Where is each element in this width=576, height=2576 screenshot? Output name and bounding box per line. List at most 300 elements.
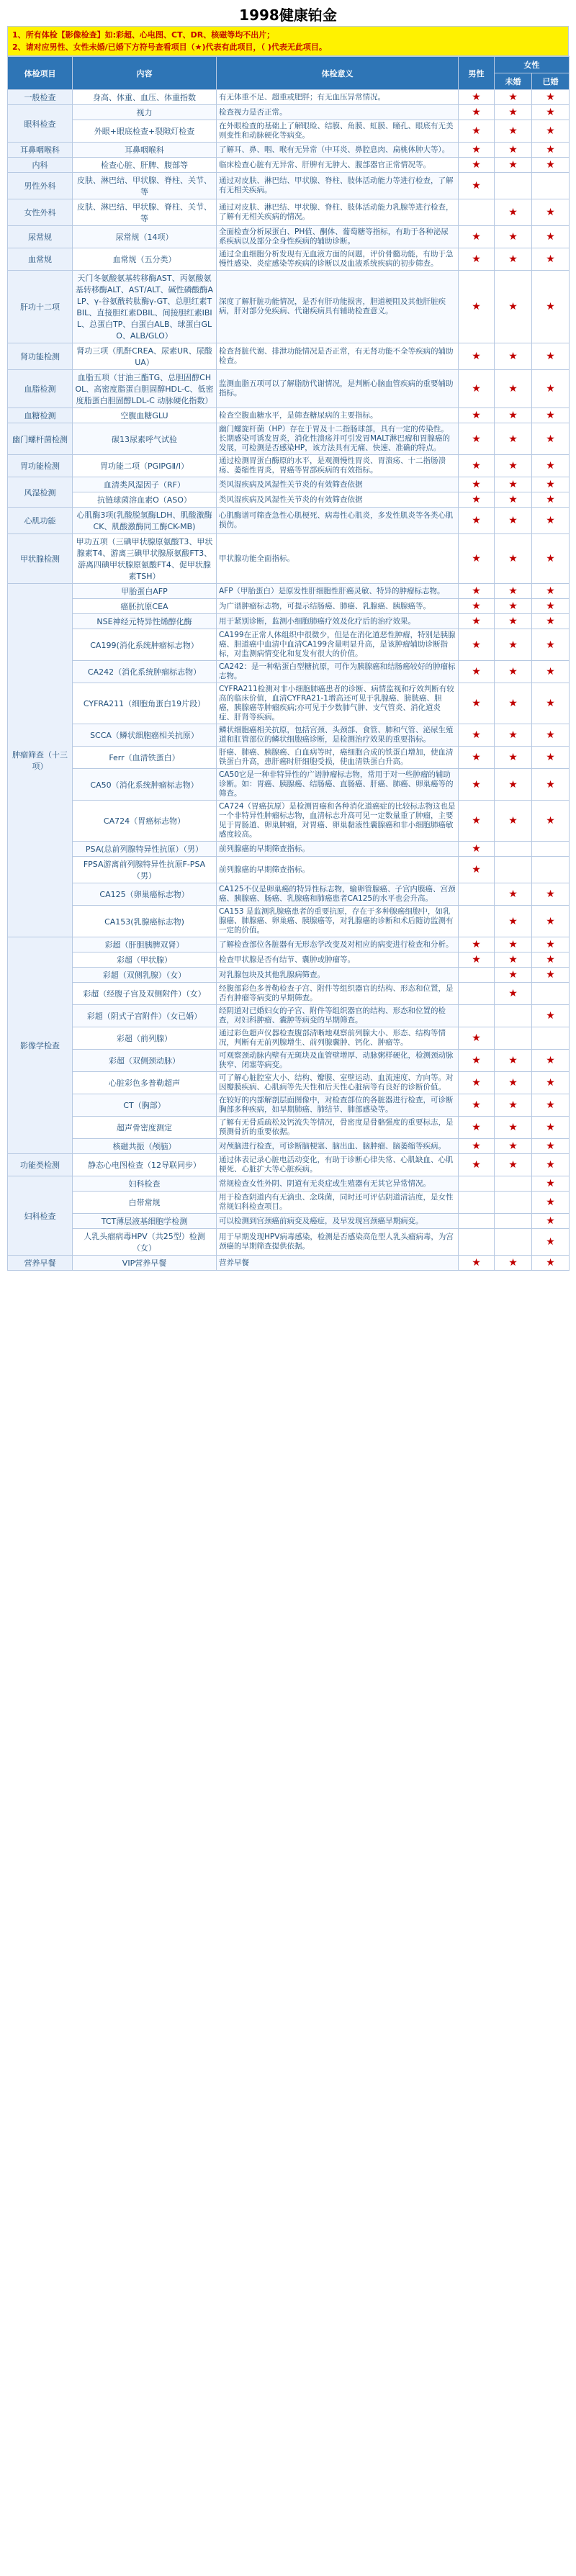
married-mark-cell xyxy=(532,769,570,801)
star-icon: ★ xyxy=(508,515,518,526)
married-mark-cell xyxy=(532,370,570,408)
unmarried-mark-cell xyxy=(495,143,532,158)
male-mark-cell xyxy=(459,271,495,343)
star-icon: ★ xyxy=(508,585,518,597)
star-icon: ★ xyxy=(508,144,518,156)
male-mark-cell xyxy=(459,968,495,983)
male-mark-cell xyxy=(459,534,495,584)
male-mark-cell xyxy=(459,614,495,629)
star-icon: ★ xyxy=(508,600,518,612)
content-cell: 彩超（阴式子宫附件）（女已婚） xyxy=(73,1005,217,1027)
meaning-cell: 用于早期发现HPV病毒感染，检测是否感染高危型人乳头瘤病毒，为宫颈癌的早期筛查提供依据。 xyxy=(217,1229,459,1256)
unmarried-mark-cell xyxy=(495,1154,532,1176)
content-cell: 血清类风湿因子（RF） xyxy=(73,477,217,492)
star-icon: ★ xyxy=(546,954,555,965)
star-icon: ★ xyxy=(508,125,518,137)
meaning-cell: 临床检查心脏有无异常、肝脾有无肿大、腹部器官正常情况等。 xyxy=(217,158,459,173)
married-mark-cell xyxy=(532,492,570,508)
star-icon: ★ xyxy=(508,351,518,362)
category-cell: 女性外科 xyxy=(8,199,73,226)
package-table xyxy=(7,56,570,1271)
meaning-cell: CA242：是一种粘蛋白型糖抗原，可作为胰腺癌和结肠癌较好的肿瘤标志物。 xyxy=(217,661,459,683)
star-icon: ★ xyxy=(472,1159,481,1171)
table-row xyxy=(8,408,570,423)
meaning-cell: 检查空腹血糖水平，是筛查糖尿病的主要指标。 xyxy=(217,408,459,423)
meaning-cell: 通过检测胃蛋白酶原的水平，是观测慢性胃炎、胃溃疡、十二指肠溃疡、萎缩性胃炎，胃癌等胃部疾病的有效指标。 xyxy=(217,455,459,477)
star-icon: ★ xyxy=(472,383,481,395)
male-mark-cell xyxy=(459,724,495,747)
star-icon: ★ xyxy=(546,553,555,564)
table-row xyxy=(8,747,570,769)
star-icon: ★ xyxy=(508,988,518,999)
content-cell: Ferr（血清铁蛋白） xyxy=(73,747,217,769)
header-married: 已婚 xyxy=(532,73,570,90)
table-row xyxy=(8,1154,570,1176)
meaning-cell: 了解有无骨质疏松及钙流失等情况，骨密度是骨骼强度的重要标志，是预测骨折的重要依据。 xyxy=(217,1117,459,1139)
content-cell: 耳鼻咽喉科 xyxy=(73,143,217,158)
unmarried-mark-cell xyxy=(495,1192,532,1214)
meaning-cell: 经阴道对已婚妇女的子宫、附件等组织器官的结构、形态和位置的检查，对妇科肿瘤、囊肿等病变的早期筛查。 xyxy=(217,1005,459,1027)
content-cell: 天门冬氨酸氨基转移酶AST、丙氨酸氨基转移酶ALT、AST/ALT、碱性磷酸酶ALP、γ-谷氨酰转肽酶γ-GT、总胆红素TBIL、直接胆红素DBIL、间接胆红素IBIL、总蛋白TP、白蛋白ALB、球蛋白GLO、ALB/GLO） xyxy=(73,271,217,343)
star-icon: ★ xyxy=(546,600,555,612)
unmarried-mark-cell xyxy=(495,683,532,724)
table-row xyxy=(8,1072,570,1094)
male-mark-cell xyxy=(459,423,495,455)
star-icon: ★ xyxy=(546,1099,555,1111)
star-icon: ★ xyxy=(508,159,518,171)
category-cell: 血常规 xyxy=(8,248,73,271)
header-male: 男性 xyxy=(459,57,495,90)
married-mark-cell xyxy=(532,455,570,477)
meaning-cell: 经腹部彩色多普勒检查子宫、附件等组织器官的结构、形态和位置，是否有肿瘤等病变的早期筛查。 xyxy=(217,983,459,1005)
unmarried-mark-cell xyxy=(495,937,532,953)
star-icon: ★ xyxy=(546,888,555,900)
meaning-cell: 心肌酶谱可筛查急性心肌梗死、病毒性心肌炎，多发性肌炎等各类心肌损伤。 xyxy=(217,508,459,534)
table-row xyxy=(8,199,570,226)
table-row xyxy=(8,423,570,455)
male-mark-cell xyxy=(459,629,495,661)
star-icon: ★ xyxy=(546,1010,555,1022)
meaning-cell: 甲状腺功能全面指标。 xyxy=(217,534,459,584)
content-cell: 空腹血糖GLU xyxy=(73,408,217,423)
male-mark-cell xyxy=(459,769,495,801)
married-mark-cell xyxy=(532,584,570,599)
content-cell: 甲胎蛋白AFP xyxy=(73,584,217,599)
married-mark-cell xyxy=(532,1094,570,1117)
star-icon: ★ xyxy=(472,666,481,677)
married-mark-cell xyxy=(532,143,570,158)
content-cell: CA724（胃癌标志物） xyxy=(73,801,217,842)
star-icon: ★ xyxy=(546,616,555,627)
male-mark-cell xyxy=(459,1256,495,1271)
star-icon: ★ xyxy=(508,698,518,709)
married-mark-cell xyxy=(532,842,570,857)
table-row xyxy=(8,842,570,857)
unmarried-mark-cell xyxy=(495,173,532,199)
unmarried-mark-cell xyxy=(495,983,532,1005)
content-cell: 胃功能二项（PGⅠPGⅡ/Ⅰ） xyxy=(73,455,217,477)
star-icon: ★ xyxy=(472,1099,481,1111)
star-icon: ★ xyxy=(472,494,481,505)
male-mark-cell xyxy=(459,883,495,906)
unmarried-mark-cell xyxy=(495,842,532,857)
header-unmarried: 未婚 xyxy=(495,73,532,90)
male-mark-cell xyxy=(459,408,495,423)
meaning-cell: 营养早餐 xyxy=(217,1256,459,1271)
star-icon: ★ xyxy=(508,639,518,651)
note-line: 2、请对应男性、女性未婚/已婚下方符号查看项目（★)代表有此项目，（ )代表无此项目。 xyxy=(12,42,327,52)
star-icon: ★ xyxy=(508,752,518,763)
table-row xyxy=(8,1214,570,1229)
table-row xyxy=(8,1094,570,1117)
star-icon: ★ xyxy=(472,1077,481,1089)
content-cell: 视力 xyxy=(73,105,217,120)
content-cell: VIP营养早餐 xyxy=(73,1256,217,1271)
meaning-cell: 了解检查部位各脏器有无形态学改变及对相应的病变进行检查和分析。 xyxy=(217,937,459,953)
unmarried-mark-cell xyxy=(495,629,532,661)
meaning-cell: 在较好的内部解剖层面图像中，对检查部位的各脏器进行检查，可诊断胸部多种疾病，如早期肺癌、肺结节、肺部感染等。 xyxy=(217,1094,459,1117)
category-cell: 妇科检查 xyxy=(8,1176,73,1256)
content-cell: 彩超（双侧乳腺）（女） xyxy=(73,968,217,983)
married-mark-cell xyxy=(532,248,570,271)
table-row xyxy=(8,906,570,937)
star-icon: ★ xyxy=(546,815,555,827)
content-cell: FPSA游离前列腺特异性抗原F-PSA（男） xyxy=(73,857,217,883)
meaning-cell: CYFRA211检测对非小细胞肺癌患者的诊断、病情监视和疗效判断有较高的临床价值，血清CYFRA21-1增高还可见于乳腺癌、膀胱癌、胆癌，胰腺癌等肿瘤疾病;亦可见于少数肺气肿、支气管炎、消化道炎症、肝肾等疾病。 xyxy=(217,683,459,724)
content-cell: CA153(乳腺癌标志物) xyxy=(73,906,217,937)
married-mark-cell xyxy=(532,661,570,683)
table-row xyxy=(8,343,570,370)
content-cell: 碳13尿素呼气试验 xyxy=(73,423,217,455)
star-icon: ★ xyxy=(546,1140,555,1152)
content-cell: 妇科检查 xyxy=(73,1176,217,1192)
unmarried-mark-cell xyxy=(495,801,532,842)
star-icon: ★ xyxy=(546,1257,555,1269)
unmarried-mark-cell xyxy=(495,370,532,408)
table-row xyxy=(8,857,570,883)
star-icon: ★ xyxy=(508,815,518,827)
male-mark-cell xyxy=(459,1117,495,1139)
category-cell: 风湿检测 xyxy=(8,477,73,508)
meaning-cell: CA724（胃癌抗原）是检测胃癌和各种消化道癌症的比较标志物这也是一个非特异性肿瘤标志物，血清标志升高可见一定数量重了肿瘤，主要见于胃肠道、卵巢肿瘤，对胃癌、卵巢黏液性囊腺癌和非小细胞肺癌敏感度较高。 xyxy=(217,801,459,842)
table-row xyxy=(8,105,570,120)
table-row xyxy=(8,661,570,683)
table-row xyxy=(8,1139,570,1154)
male-mark-cell xyxy=(459,492,495,508)
table-row xyxy=(8,1117,570,1139)
star-icon: ★ xyxy=(546,778,555,791)
content-cell: 血常规（五分类） xyxy=(73,248,217,271)
married-mark-cell xyxy=(532,1005,570,1027)
star-icon: ★ xyxy=(546,585,555,597)
star-icon: ★ xyxy=(508,888,518,900)
table-row xyxy=(8,492,570,508)
content-cell: CA199(消化系统肿瘤标志物） xyxy=(73,629,217,661)
star-icon: ★ xyxy=(508,1257,518,1269)
unmarried-mark-cell xyxy=(495,226,532,248)
unmarried-mark-cell xyxy=(495,584,532,599)
table-body xyxy=(8,90,570,1271)
star-icon: ★ xyxy=(546,1055,555,1066)
male-mark-cell xyxy=(459,953,495,968)
category-cell: 内科 xyxy=(8,158,73,173)
table-row xyxy=(8,173,570,199)
married-mark-cell xyxy=(532,1139,570,1154)
star-icon: ★ xyxy=(546,125,555,137)
male-mark-cell xyxy=(459,842,495,857)
category-cell: 功能类检测 xyxy=(8,1154,73,1176)
unmarried-mark-cell xyxy=(495,423,532,455)
table-row xyxy=(8,534,570,584)
star-icon: ★ xyxy=(508,666,518,677)
male-mark-cell xyxy=(459,906,495,937)
star-icon: ★ xyxy=(546,231,555,243)
male-mark-cell xyxy=(459,477,495,492)
male-mark-cell xyxy=(459,120,495,143)
meaning-cell: 对颅脑进行检查，可诊断脑梗塞、脑出血、脑肿瘤、脑萎缩等疾病。 xyxy=(217,1139,459,1154)
married-mark-cell xyxy=(532,1192,570,1214)
category-cell: 一般检查 xyxy=(8,90,73,105)
category-cell: 血糖检测 xyxy=(8,408,73,423)
category-cell: 心肌功能 xyxy=(8,508,73,534)
married-mark-cell xyxy=(532,173,570,199)
star-icon: ★ xyxy=(508,253,518,265)
meaning-cell: 用于紧别诊断，监测小细胞肺癌疗效及化疗后的治疗效果。 xyxy=(217,614,459,629)
star-icon: ★ xyxy=(508,939,518,950)
content-cell: 检查心脏、肝脾、腹部等 xyxy=(73,158,217,173)
star-icon: ★ xyxy=(508,207,518,218)
male-mark-cell xyxy=(459,1139,495,1154)
star-icon: ★ xyxy=(546,207,555,218)
meaning-cell: 通过对皮肤、淋巴结、甲状腺、脊柱、肢体活动能力等进行检查，了解有无相关疾病。 xyxy=(217,173,459,199)
header-content: 内容 xyxy=(73,57,217,90)
star-icon: ★ xyxy=(472,553,481,564)
content-cell: 彩超（肝胆胰脾双肾） xyxy=(73,937,217,953)
meaning-cell: 用于检查阴道内有无滴虫、念珠菌，同时还可评估阴道清洁度，是女性常规妇科检查项目。 xyxy=(217,1192,459,1214)
married-mark-cell xyxy=(532,599,570,614)
table-row xyxy=(8,90,570,105)
unmarried-mark-cell xyxy=(495,1256,532,1271)
content-cell: 彩超（经腹子宫及双侧附件）（女） xyxy=(73,983,217,1005)
star-icon: ★ xyxy=(546,969,555,981)
star-icon: ★ xyxy=(546,253,555,265)
meaning-cell: 可以检测到宫颈癌前病变及癌症，及早发现宫颈癌早期病变。 xyxy=(217,1214,459,1229)
star-icon: ★ xyxy=(472,1140,481,1152)
meaning-cell: 通过全血细胞分析发现有无血液方面的问题，评价骨髓功能，有助于急慢性感染、炎症感染等疾病的诊断以及血液系统疾病的初步筛查。 xyxy=(217,248,459,271)
unmarried-mark-cell xyxy=(495,599,532,614)
male-mark-cell xyxy=(459,1050,495,1072)
married-mark-cell xyxy=(532,857,570,883)
star-icon: ★ xyxy=(546,915,555,927)
married-mark-cell xyxy=(532,1072,570,1094)
unmarried-mark-cell xyxy=(495,508,532,534)
star-icon: ★ xyxy=(472,864,481,875)
star-icon: ★ xyxy=(472,600,481,612)
meaning-cell: 深度了解肝脏功能情况，是否有肝功能损害，胆道梗阻及其他肝脏疾病，肝对部分免疾病、代谢疾病具有辅助检查意义。 xyxy=(217,271,459,343)
meaning-cell: 前列腺癌的早期筛查指标。 xyxy=(217,842,459,857)
table-row xyxy=(8,477,570,492)
meaning-cell: 肝癌、肺癌、胰腺癌、白血病等时，癌细胞合成的铁蛋白增加，使血清铁蛋白升高，患肝癌时肝细胞受损，使血清铁蛋白升高。 xyxy=(217,747,459,769)
star-icon: ★ xyxy=(546,460,555,472)
star-icon: ★ xyxy=(472,253,481,265)
star-icon: ★ xyxy=(546,144,555,156)
unmarried-mark-cell xyxy=(495,1229,532,1256)
category-cell: 血脂检测 xyxy=(8,370,73,408)
content-cell: 静态心电图检查（12导联同步） xyxy=(73,1154,217,1176)
star-icon: ★ xyxy=(472,410,481,421)
male-mark-cell xyxy=(459,105,495,120)
star-icon: ★ xyxy=(472,1257,481,1269)
content-cell: 皮肤、淋巴结、甲状腺、脊柱、关节、等 xyxy=(73,199,217,226)
male-mark-cell xyxy=(459,455,495,477)
content-cell: 人乳头瘤病毒HPV（共25型）检测（女） xyxy=(73,1229,217,1256)
married-mark-cell xyxy=(532,747,570,769)
male-mark-cell xyxy=(459,248,495,271)
content-cell: 白带常规 xyxy=(73,1192,217,1214)
table-row xyxy=(8,1176,570,1192)
star-icon: ★ xyxy=(546,729,555,741)
table-row xyxy=(8,614,570,629)
star-icon: ★ xyxy=(546,479,555,490)
star-icon: ★ xyxy=(472,460,481,472)
male-mark-cell xyxy=(459,173,495,199)
content-cell: 彩超（甲状腺） xyxy=(73,953,217,968)
married-mark-cell xyxy=(532,1154,570,1176)
unmarried-mark-cell xyxy=(495,1005,532,1027)
category-cell: 甲状腺检测 xyxy=(8,534,73,584)
married-mark-cell xyxy=(532,120,570,143)
table-row xyxy=(8,1229,570,1256)
male-mark-cell xyxy=(459,584,495,599)
meaning-cell: 对乳腺包块及其他乳腺病筛查。 xyxy=(217,968,459,983)
table-row xyxy=(8,629,570,661)
married-mark-cell xyxy=(532,1027,570,1050)
married-mark-cell xyxy=(532,508,570,534)
unmarried-mark-cell xyxy=(495,1117,532,1139)
unmarried-mark-cell xyxy=(495,1094,532,1117)
male-mark-cell xyxy=(459,661,495,683)
unmarried-mark-cell xyxy=(495,1176,532,1192)
table-row xyxy=(8,769,570,801)
meaning-cell: AFP（甲胎蛋白）是原发性肝细胞性肝癌灵敏、特异的肿瘤标志物。 xyxy=(217,584,459,599)
star-icon: ★ xyxy=(508,1099,518,1111)
meaning-cell: CA199在正常人体组织中很微少，但是在消化道恶性肿瘤，特别是胰腺癌、胆道癌中血清中血清CA199含量明显升高，是该肿瘤辅助诊断指标，对监测病情变化和复发有很大的价值。 xyxy=(217,629,459,661)
star-icon: ★ xyxy=(472,180,481,192)
unmarried-mark-cell xyxy=(495,661,532,683)
meaning-cell: 为广谱肿瘤标志物，可提示结肠癌、肺癌、乳腺癌、胰腺癌等。 xyxy=(217,599,459,614)
meaning-cell: 常规检查女性外阴、阴道有无炎症或生殖器有无其它异常情况。 xyxy=(217,1176,459,1192)
married-mark-cell xyxy=(532,1050,570,1072)
star-icon: ★ xyxy=(546,351,555,362)
married-mark-cell xyxy=(532,408,570,423)
star-icon: ★ xyxy=(546,410,555,421)
star-icon: ★ xyxy=(546,1077,555,1089)
category-cell: 男性外科 xyxy=(8,173,73,199)
content-cell: CA50（消化系统肿瘤标志物） xyxy=(73,769,217,801)
content-cell: 肾功三项（肌酐CREA、尿素UR、尿酸UA） xyxy=(73,343,217,370)
table-row xyxy=(8,455,570,477)
unmarried-mark-cell xyxy=(495,906,532,937)
note-line: 1、所有体检【影像检查】如:彩超、心电图、CT、DR、核磁等均不出片； xyxy=(12,30,275,40)
page xyxy=(7,0,569,1271)
table-row xyxy=(8,1256,570,1271)
unmarried-mark-cell xyxy=(495,534,532,584)
star-icon: ★ xyxy=(508,915,518,927)
header-category: 体检项目 xyxy=(8,57,73,90)
star-icon: ★ xyxy=(508,91,518,103)
table-row xyxy=(8,508,570,534)
unmarried-mark-cell xyxy=(495,343,532,370)
married-mark-cell xyxy=(532,629,570,661)
married-mark-cell xyxy=(532,90,570,105)
content-cell: 超声骨密度测定 xyxy=(73,1117,217,1139)
header-female: 女性 xyxy=(495,57,570,73)
star-icon: ★ xyxy=(546,107,555,118)
table-row xyxy=(8,883,570,906)
male-mark-cell xyxy=(459,937,495,953)
unmarried-mark-cell xyxy=(495,105,532,120)
star-icon: ★ xyxy=(546,1159,555,1171)
content-cell: 彩超（双侧颈动脉） xyxy=(73,1050,217,1072)
table-row xyxy=(8,968,570,983)
star-icon: ★ xyxy=(508,479,518,490)
unmarried-mark-cell xyxy=(495,1027,532,1050)
unmarried-mark-cell xyxy=(495,968,532,983)
star-icon: ★ xyxy=(472,301,481,312)
male-mark-cell xyxy=(459,1192,495,1214)
content-cell: CT（胸部） xyxy=(73,1094,217,1117)
married-mark-cell xyxy=(532,1256,570,1271)
meaning-cell: 通过彩色超声仪器检查腹部清晰地观察前列腺大小、形态、结构等情况，判断有无前列腺增生、前列腺囊肿、钙化、肿瘤等。 xyxy=(217,1027,459,1050)
unmarried-mark-cell xyxy=(495,1072,532,1094)
content-cell: TCT薄层液基细胞学检测 xyxy=(73,1214,217,1229)
meaning-cell: CA125不仅是卵巢癌的特异性标志物，输卵管腺癌、子宫内膜癌、宫颈癌、胰腺癌、肠癌、乳腺癌和肺癌患者CA125的水平也会升高。 xyxy=(217,883,459,906)
unmarried-mark-cell xyxy=(495,1050,532,1072)
married-mark-cell xyxy=(532,906,570,937)
star-icon: ★ xyxy=(508,383,518,395)
star-icon: ★ xyxy=(546,1197,555,1208)
notes-banner xyxy=(7,26,569,56)
married-mark-cell xyxy=(532,158,570,173)
married-mark-cell xyxy=(532,226,570,248)
star-icon: ★ xyxy=(472,479,481,490)
star-icon: ★ xyxy=(508,494,518,505)
star-icon: ★ xyxy=(472,159,481,171)
unmarried-mark-cell xyxy=(495,883,532,906)
content-cell: 抗链球菌溶血素O（ASO） xyxy=(73,492,217,508)
married-mark-cell xyxy=(532,937,570,953)
unmarried-mark-cell xyxy=(495,271,532,343)
category-cell: 肿瘤筛查（十三项） xyxy=(8,584,73,937)
content-cell: CA125（卵巢癌标志物） xyxy=(73,883,217,906)
meaning-cell: 类风湿疾病及风湿性关节炎的有效筛查依据 xyxy=(217,477,459,492)
male-mark-cell xyxy=(459,508,495,534)
table-row xyxy=(8,801,570,842)
married-mark-cell xyxy=(532,724,570,747)
male-mark-cell xyxy=(459,1229,495,1256)
star-icon: ★ xyxy=(546,666,555,677)
male-mark-cell xyxy=(459,1176,495,1192)
star-icon: ★ xyxy=(508,1159,518,1171)
star-icon: ★ xyxy=(508,231,518,243)
star-icon: ★ xyxy=(508,616,518,627)
married-mark-cell xyxy=(532,953,570,968)
meaning-cell: 可了解心脏腔室大小、结构、瓣膜、室壁运动、血流速度、方向等。对因瓣膜疾病、心肌病等先天性和后天性心脏病等有良好的诊断价值。 xyxy=(217,1072,459,1094)
table-row xyxy=(8,599,570,614)
male-mark-cell xyxy=(459,1154,495,1176)
meaning-cell: 前列腺癌的早期筛查指标。 xyxy=(217,857,459,883)
married-mark-cell xyxy=(532,1214,570,1229)
